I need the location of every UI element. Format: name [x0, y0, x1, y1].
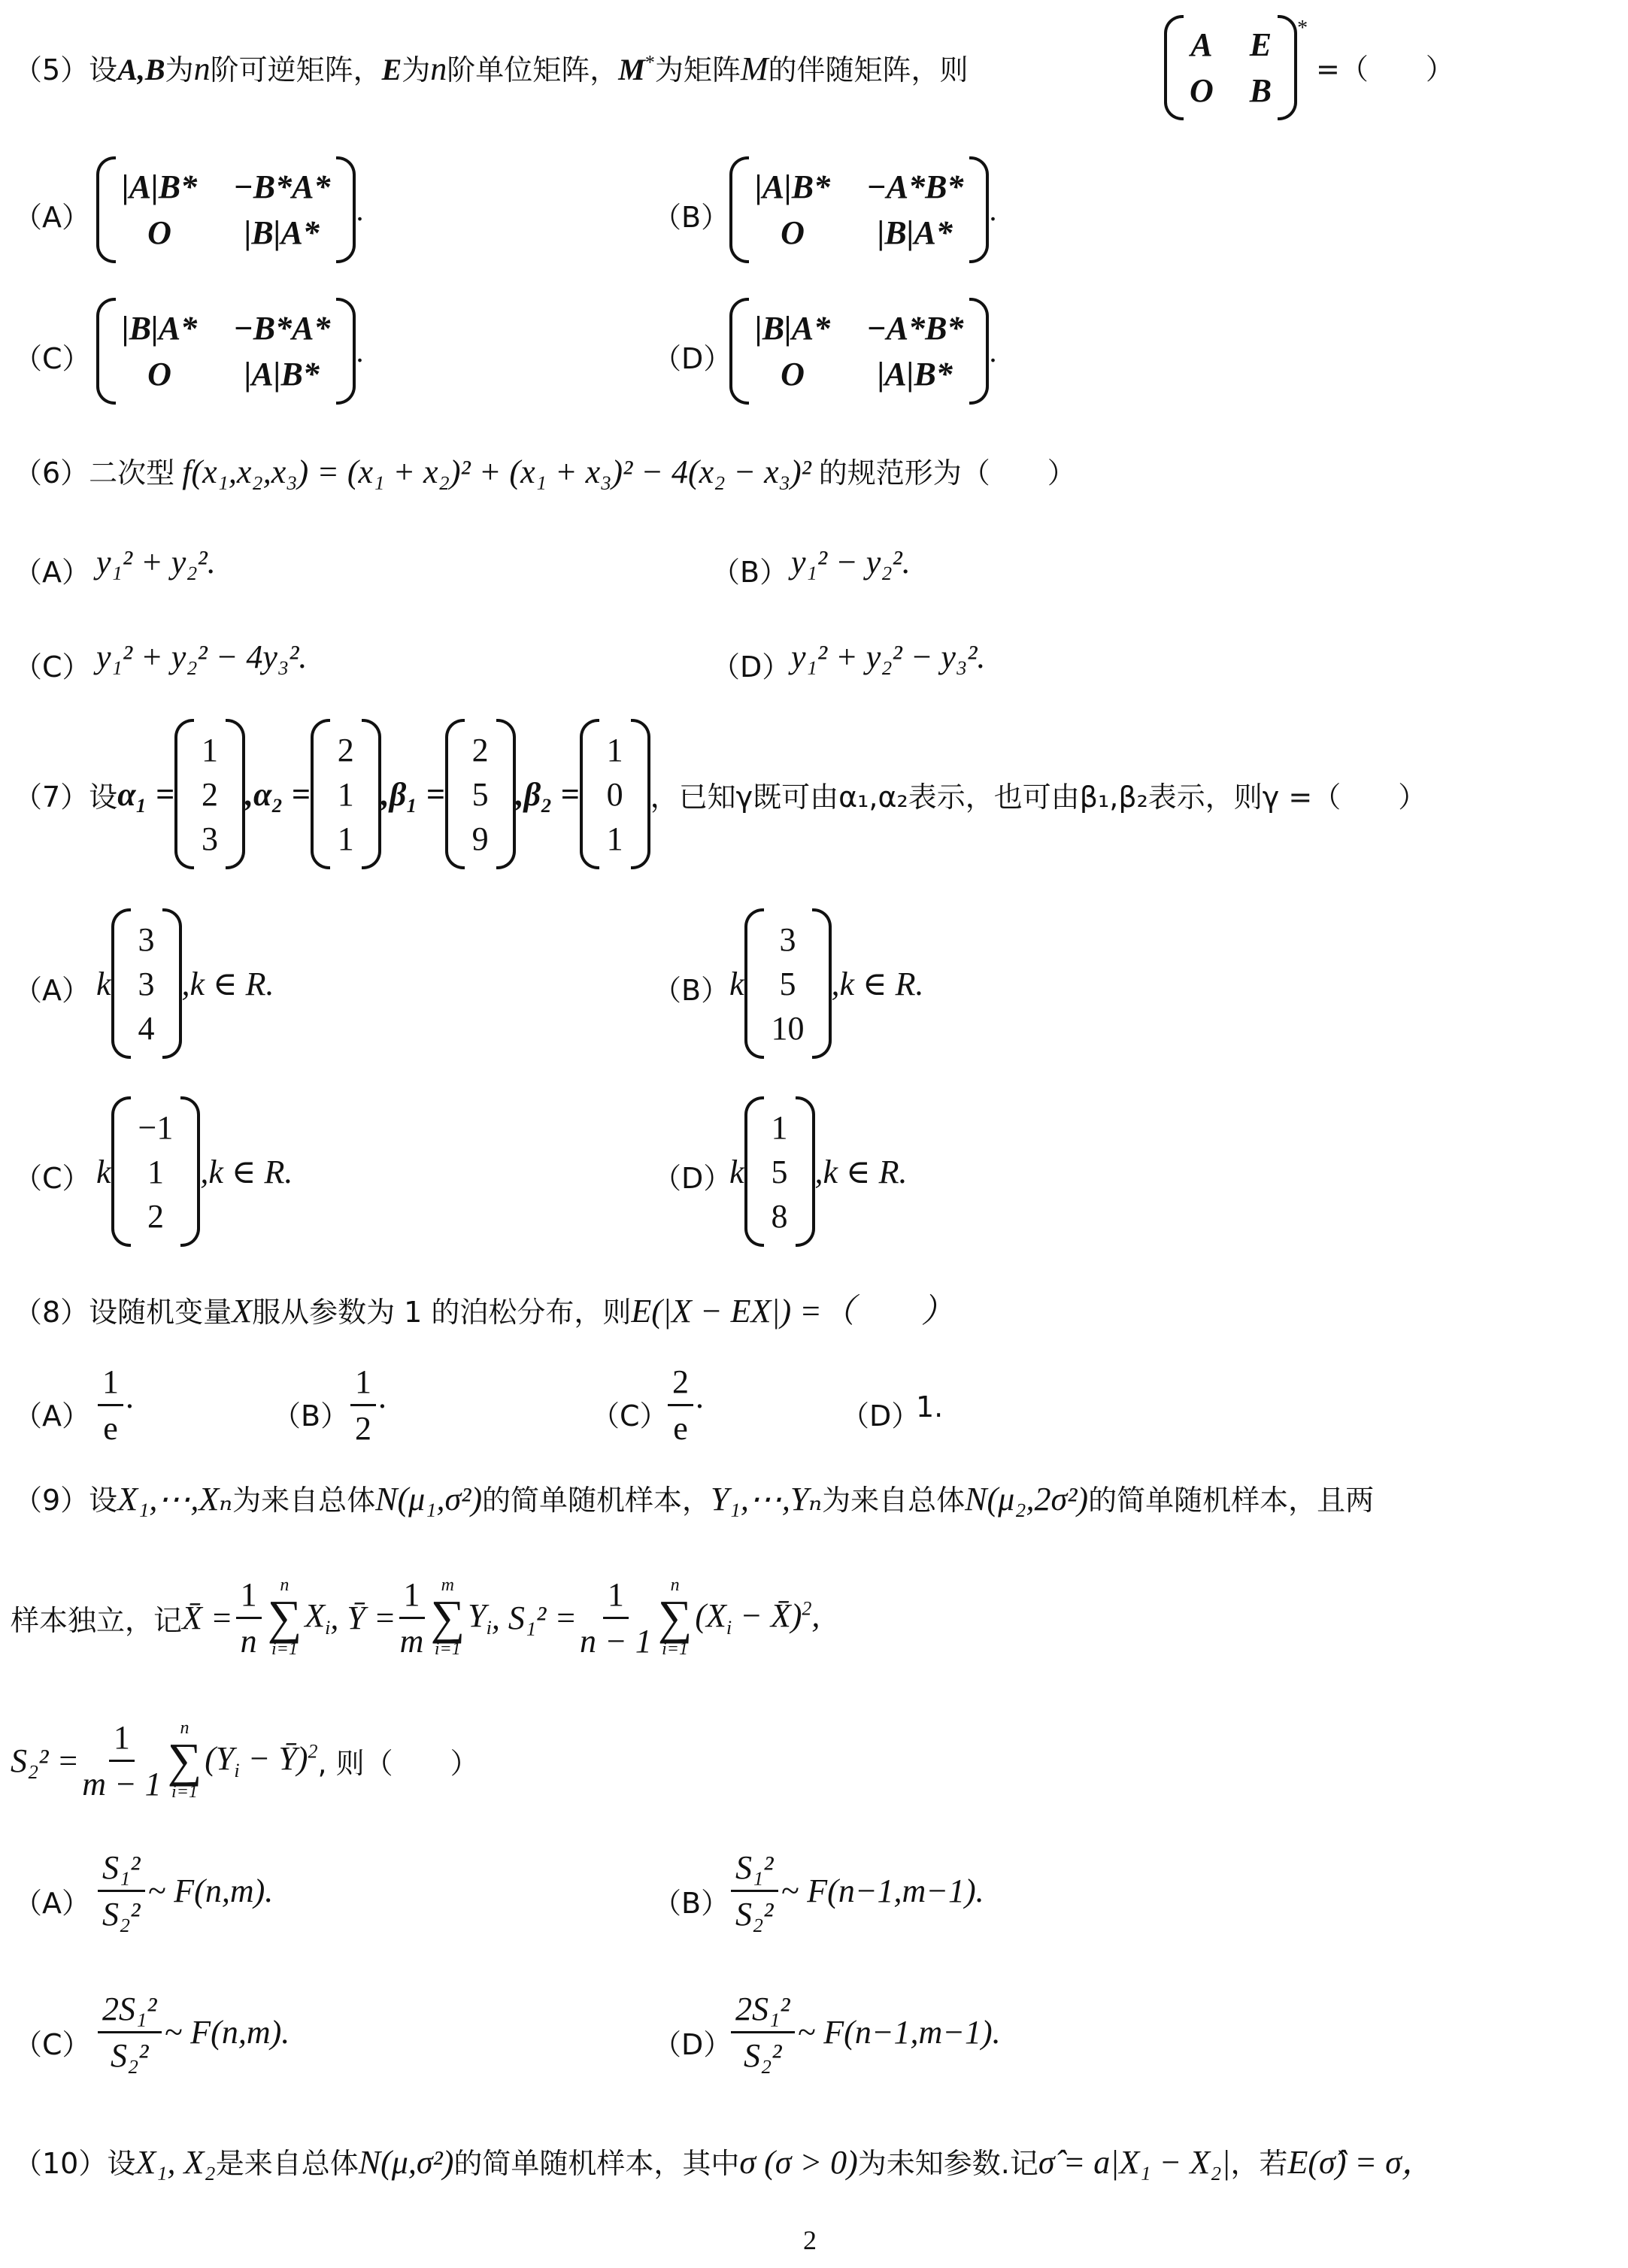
q5-option-a-label: （A）	[14, 201, 90, 234]
q7-option-c-label: （C）	[14, 1162, 91, 1195]
q6-option-c-label: （C）	[14, 650, 91, 684]
q9-option-b-label: （B）	[653, 1887, 730, 1920]
q9-line2: 样本独立，记 X̄ = $\frac{1}{n}$ n ∑ i=1 $X_i$ , Ȳ = $\frac{1}{m}$ m ∑ i=1 $Y_i$ , S₁² = $\frac{1}{n - 1}$ n ∑ i=1 ($X_i$ − X̄)$^2$,	[11, 1575, 820, 1660]
q8-option-c-label: （C）	[591, 1399, 668, 1433]
q6-option-a-label: （A）	[14, 556, 90, 589]
q10-stem: （10）设X₁, X₂是来自总体N(μ,σ²)的简单随机样本，其中σ (σ > 0)为未知参数.记σ̂ = a|X₁ − X₂|，若E(σ̂) = σ，	[14, 2144, 1435, 2181]
q8-option-d-label: （D）	[841, 1399, 920, 1433]
q9-line1: （9）设X₁,⋯,Xₙ为来自总体N(μ₁,σ²)的简单随机样本，Y₁,⋯,Yₙ为来自总体N(μ₂,2σ²)的简单随机样本，且两	[14, 1481, 1375, 1518]
q7-option-d-label: （D）	[653, 1162, 732, 1195]
q8-option-a-label: （A）	[14, 1399, 90, 1433]
q8-stem: （8）设随机变量X服从参数为 1 的泊松分布，则E(|X − EX|) =（ ）	[14, 1293, 954, 1330]
q5-option-c: |B|A* −B*A* O |A|B* .	[96, 298, 363, 405]
q9-option-c-label: （C）	[14, 2028, 91, 2061]
page-number: 2	[803, 2225, 817, 2255]
q7-option-d: k 1 5 8 ,k ∈ R.	[729, 1096, 908, 1247]
q5-option-d: |B|A* −A*B* O |A|B* .	[729, 298, 996, 405]
q8-option-a: $\frac{1}{e}$ .	[95, 1363, 135, 1448]
q7-option-b: k 3 5 10 ,k ∈ R.	[729, 908, 924, 1059]
q7-option-a: k 3 3 4 ,k ∈ R.	[96, 908, 274, 1059]
q9-option-a: $\frac{\text{S₁²}}{\text{S₂²}}$ ~ F(n,m).	[95, 1848, 273, 1933]
q7-option-b-label: （B）	[653, 974, 730, 1007]
q5-stem: （5）设A,B为n阶可逆矩阵，E为n阶单位矩阵，M*为矩阵M的伴随矩阵，则	[14, 50, 969, 87]
q9-line3: S₂² = $\frac{1}{m - 1}$ n ∑ i=1 ($Y_i$ − Ȳ)$^2$ , 则（ ）	[11, 1718, 479, 1803]
q9-option-c: $\frac{\text{2S₁²}}{\text{S₂²}}$ ~ F(n,m).	[95, 1990, 290, 2075]
q6-option-b-label: （B）	[711, 556, 789, 589]
q6-option-d: y₁² + y₂² − y₃².	[791, 638, 986, 675]
q5-option-a: |A|B* −B*A* O |B|A* .	[96, 156, 363, 263]
q7-option-c: k −1 1 2 ,k ∈ R.	[96, 1096, 293, 1247]
q6-option-d-label: （D）	[711, 650, 791, 684]
q9-option-b: $\frac{\text{S₁²}}{\text{S₂²}}$ ~ F(n−1,m−1).	[728, 1848, 984, 1933]
q6-option-a: y₁² + y₂².	[96, 544, 216, 581]
q6-stem: （6）二次型 f(x₁,x₂,x₃) = (x₁ + x₂)² + (x₁ + x₃)² − 4(x₂ − x₃)² 的规范形为（ ）	[14, 453, 1076, 490]
q5-option-b: |A|B* −A*B* O |B|A* .	[729, 156, 996, 263]
q8-option-b: $\frac{1}{2}$ .	[347, 1363, 387, 1448]
q9-option-d: $\frac{\text{2S₁²}}{\text{S₂²}}$ ~ F(n−1,m−1).	[728, 1990, 1001, 2075]
q6-option-c: y₁² + y₂² − 4y₃².	[96, 638, 308, 675]
q8-option-c: $\frac{2}{e}$ .	[665, 1363, 705, 1448]
q5-option-d-label: （D）	[653, 342, 732, 375]
q5-option-b-label: （B）	[653, 201, 730, 234]
q5-tail: =（ ）	[1316, 53, 1454, 86]
q9-option-d-label: （D）	[653, 2028, 732, 2061]
q8-option-b-label: （B）	[272, 1399, 350, 1433]
q5-option-c-label: （C）	[14, 342, 91, 375]
q6-option-b: y₁² − y₂².	[791, 544, 911, 581]
q5-matrix: A E O B *	[1164, 15, 1308, 120]
q8-option-d: 1.	[916, 1390, 944, 1424]
q9-option-a-label: （A）	[14, 1887, 90, 1920]
q7-option-a-label: （A）	[14, 974, 90, 1007]
q7-stem: （7）设 α₁ = 1 2 3 ,α₂ = 2 1 1 ,β₁ = 2 5 9 ,β₂ = 1 0 1 ，已知γ既可由α₁,α₂表示，也可由β₁,β₂表示，则γ =（ ）	[14, 719, 1426, 869]
